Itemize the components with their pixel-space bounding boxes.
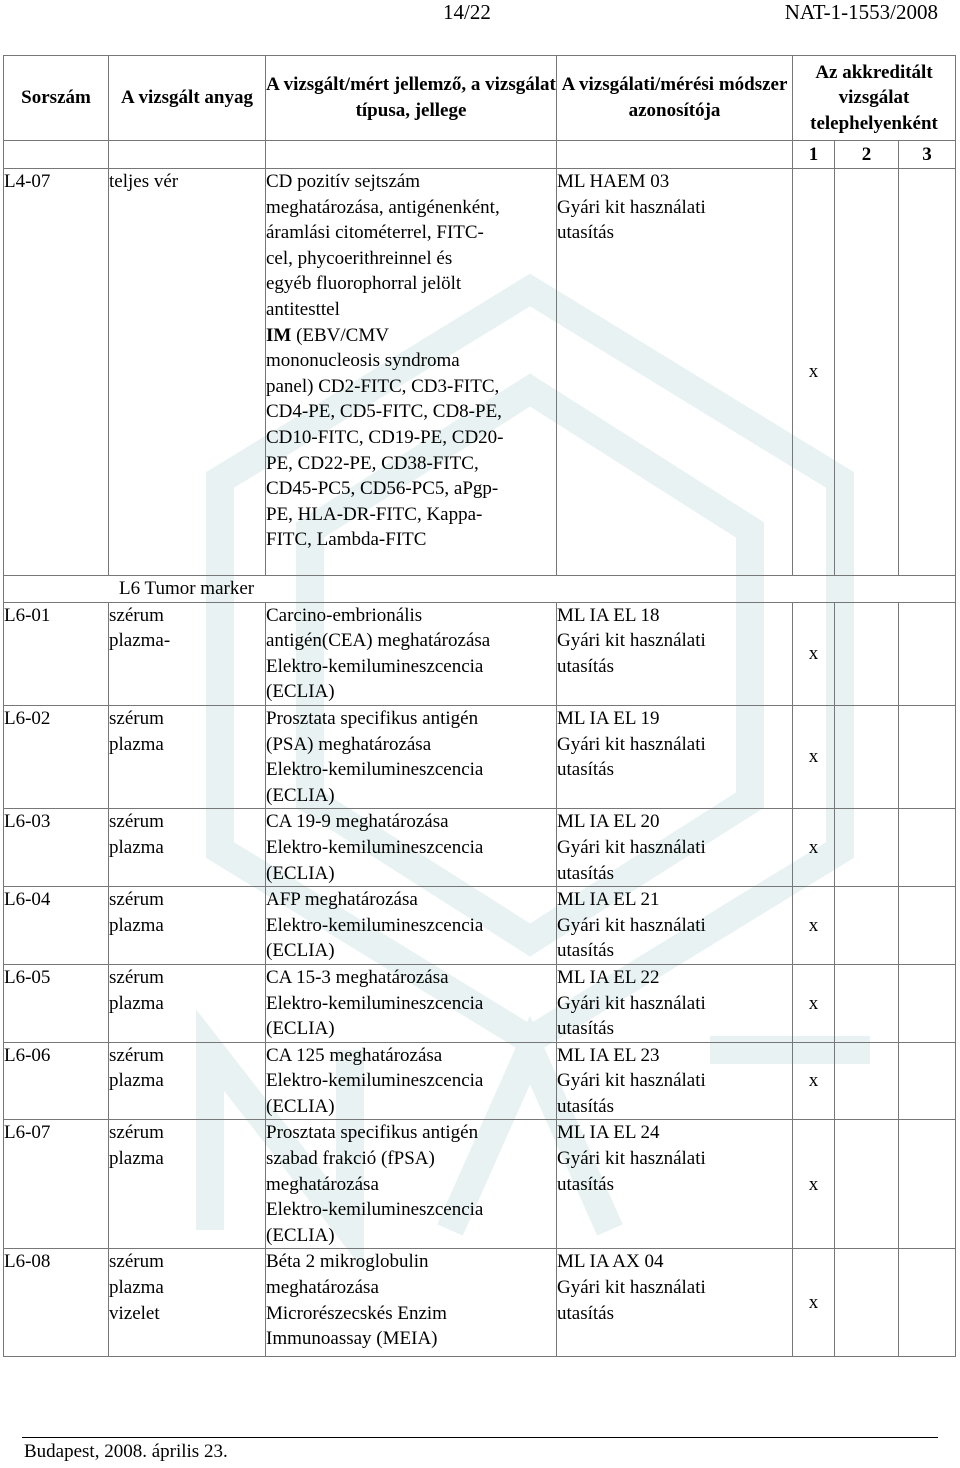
row-method — [557, 1120, 793, 1249]
text-line: szérum — [109, 889, 164, 911]
im-label: IM — [266, 324, 292, 346]
site-1-mark: x — [808, 1173, 819, 1195]
site-2-cell — [835, 1249, 899, 1357]
text-line: antitesttel — [266, 298, 340, 320]
row-id — [4, 1042, 109, 1120]
text-line: Elektro-kemilumineszcencia — [266, 992, 484, 1014]
text-line: plazma — [109, 914, 164, 936]
text-line: plazma — [109, 836, 164, 858]
row-id-text: L6-07 — [4, 1122, 51, 1144]
site-1-mark: x — [808, 1292, 819, 1314]
text-line: panel) CD2-FITC, CD3-FITC, — [266, 375, 500, 397]
row-id-text: L6-06 — [4, 1044, 51, 1066]
site-3-cell — [899, 887, 956, 965]
site-3-cell — [899, 1042, 956, 1120]
text-line: Elektro-kemilumineszcencia — [266, 836, 484, 858]
table-row — [4, 809, 956, 887]
row-id-text: L6-02 — [4, 707, 51, 729]
text-line: FITC, Lambda-FITC — [266, 529, 427, 551]
row-id — [4, 887, 109, 965]
text-line: szabad frakció (fPSA) — [266, 1148, 435, 1170]
text-line: szérum — [109, 1122, 164, 1144]
row-method — [557, 1042, 793, 1120]
text-line: plazma- — [109, 630, 171, 652]
row-material — [109, 809, 266, 887]
text-line: PE, HLA-DR-FITC, Kappa- — [266, 503, 483, 525]
row-id — [4, 705, 109, 808]
row-method — [557, 602, 793, 705]
text-line: áramlási citométerrel, FITC- — [266, 222, 484, 244]
text-line: utasítás — [557, 1173, 614, 1195]
text-line: meghatározása — [266, 1173, 379, 1195]
text-line: utasítás — [557, 222, 614, 244]
site-3-cell — [899, 705, 956, 808]
section-title: L6 Tumor marker — [4, 576, 956, 603]
text-line: Béta 2 mikroglobulin — [266, 1251, 429, 1273]
text-line: Prosztata specifikus antigén — [266, 1122, 479, 1144]
text-line: ML IA EL 23 — [557, 1044, 660, 1066]
text-line: utasítás — [557, 1018, 614, 1040]
text-line: Gyári kit használati — [557, 914, 706, 936]
table-row — [4, 887, 956, 965]
row-id-text: L6-04 — [4, 889, 51, 911]
text-line: CD10-FITC, CD19-PE, CD20- — [266, 426, 504, 448]
row-material — [109, 964, 266, 1042]
row-method — [557, 169, 793, 576]
text-line: egyéb fluorophorral jelölt — [266, 273, 462, 295]
site-2-cell — [835, 964, 899, 1042]
row-id — [4, 602, 109, 705]
row-property — [266, 809, 557, 887]
text-line: (ECLIA) — [266, 1095, 335, 1117]
text-line: Prosztata specifikus antigén — [266, 707, 479, 729]
text-line: teljes vér — [109, 171, 179, 192]
site-3-cell — [899, 1249, 956, 1357]
row-property — [266, 887, 557, 965]
text-line: antigén(CEA) meghatározása — [266, 630, 491, 652]
row-id — [4, 1249, 109, 1357]
text-line: szérum — [109, 966, 164, 988]
table-row — [4, 169, 956, 576]
row-method — [557, 964, 793, 1042]
text-line: ML IA EL 22 — [557, 966, 660, 988]
text-line: utasítás — [557, 862, 614, 884]
text-line: szérum — [109, 604, 164, 626]
row-method — [557, 887, 793, 965]
col-header-property: A vizsgált/mért jellemző, a vizsgálat típusa, jellege — [266, 56, 557, 141]
text-line: CA 19-9 meghatározása — [266, 811, 449, 833]
text-line: ML IA EL 21 — [557, 889, 660, 911]
text-line: ML IA AX 04 — [557, 1251, 664, 1273]
text-line: Gyári kit használati — [557, 196, 706, 218]
site-1-cell — [793, 964, 835, 1042]
text-line: vizelet — [109, 1302, 160, 1324]
text-line: szérum — [109, 707, 164, 729]
row-id-text: L6-08 — [4, 1251, 51, 1273]
text-line: Gyári kit használati — [557, 733, 706, 755]
row-material — [109, 169, 266, 576]
text-line: plazma — [109, 1277, 164, 1299]
col-header-method: A vizsgálati/mérési módszer azonosítója — [557, 56, 793, 141]
table-row — [4, 1042, 956, 1120]
text-line: Elektro-kemilumineszcencia — [266, 1199, 484, 1221]
text-line: utasítás — [557, 655, 614, 677]
text-line: plazma — [109, 1148, 164, 1170]
site-2-cell — [835, 1042, 899, 1120]
text-line: (ECLIA) — [266, 940, 335, 962]
table-row — [4, 1249, 956, 1357]
site-number-2: 2 — [835, 141, 899, 169]
site-1-mark: x — [808, 361, 819, 383]
text-line: plazma — [109, 733, 164, 755]
row-method — [557, 809, 793, 887]
row-material — [109, 1249, 266, 1357]
site-1-mark: x — [808, 836, 819, 858]
row-property — [266, 964, 557, 1042]
text-line: plazma — [109, 992, 164, 1014]
l6-section — [4, 576, 956, 1357]
text-line: cel, phycoerithreinnel és — [266, 247, 453, 269]
text-line: (ECLIA) — [266, 681, 335, 703]
text-line: PE, CD22-PE, CD38-FITC, — [266, 452, 479, 474]
im-panel-text — [266, 323, 556, 349]
row-property — [266, 1249, 557, 1357]
site-1-mark: x — [808, 914, 819, 936]
row-property — [266, 1042, 557, 1120]
footer-divider — [22, 1437, 938, 1438]
text-line: ML IA EL 19 — [557, 707, 660, 729]
row-material — [109, 602, 266, 705]
row-id-text: L6-05 — [4, 966, 51, 988]
site-1-mark: x — [808, 992, 819, 1014]
text-line: utasítás — [557, 759, 614, 781]
text-line: ML HAEM 03 — [557, 171, 670, 192]
site-1-cell — [793, 887, 835, 965]
row-material — [109, 887, 266, 965]
site-1-mark: x — [808, 642, 819, 664]
text-line: CA 15-3 meghatározása — [266, 966, 449, 988]
row-material — [109, 1042, 266, 1120]
row-id — [4, 809, 109, 887]
table-row — [4, 1120, 956, 1249]
text-line: Immunoassay (MEIA) — [266, 1328, 438, 1350]
table-row — [4, 964, 956, 1042]
text-line: Gyári kit használati — [557, 1070, 706, 1092]
site-3-cell — [899, 169, 956, 576]
text-line: plazma — [109, 1070, 164, 1092]
site-1-cell — [793, 602, 835, 705]
row-method — [557, 705, 793, 808]
text-line: CD45-PC5, CD56-PC5, aPgp- — [266, 478, 499, 500]
text-line: Elektro-kemilumineszcencia — [266, 655, 484, 677]
site-3-cell — [899, 602, 956, 705]
table-row — [4, 705, 956, 808]
site-1-cell — [793, 1249, 835, 1357]
text-line: ML IA EL 20 — [557, 811, 660, 833]
text-line: utasítás — [557, 940, 614, 962]
row-id-text: L4-07 — [4, 171, 51, 192]
site-2-cell — [835, 602, 899, 705]
row-property — [266, 169, 557, 576]
row-property — [266, 705, 557, 808]
text-line: utasítás — [557, 1095, 614, 1117]
text-line: CD4-PE, CD5-FITC, CD8-PE, — [266, 401, 502, 423]
text-line: Elektro-kemilumineszcencia — [266, 759, 484, 781]
text-line: Gyári kit használati — [557, 992, 706, 1014]
l4-section — [4, 169, 956, 576]
row-id-text: L6-01 — [4, 604, 51, 626]
text-line: AFP meghatározása — [266, 889, 418, 911]
text-line: meghatározása — [266, 1277, 379, 1299]
text-line: (ECLIA) — [266, 1018, 335, 1040]
site-2-cell — [835, 1120, 899, 1249]
text-line: ML IA EL 18 — [557, 604, 660, 626]
col-header-sites: Az akkreditált vizsgálat telephelyenként — [793, 56, 956, 141]
site-1-cell — [793, 1120, 835, 1249]
site-1-mark: x — [808, 746, 819, 768]
text-line: Elektro-kemilumineszcencia — [266, 1070, 484, 1092]
text-line: Gyári kit használati — [557, 630, 706, 652]
site-2-cell — [835, 887, 899, 965]
text-line: szérum — [109, 811, 164, 833]
text-line: ML IA EL 24 — [557, 1122, 660, 1144]
text-line: meghatározása, antigénenként, — [266, 196, 500, 218]
site-3-cell — [899, 1120, 956, 1249]
row-property — [266, 602, 557, 705]
section-row — [4, 576, 956, 603]
text-line: Gyári kit használati — [557, 836, 706, 858]
site-2-cell — [835, 705, 899, 808]
site-1-cell — [793, 1042, 835, 1120]
col-header-id: Sorszám — [4, 56, 109, 141]
site-1-cell — [793, 809, 835, 887]
text-line: Elektro-kemilumineszcencia — [266, 914, 484, 936]
site-number-3: 3 — [899, 141, 956, 169]
site-3-cell — [899, 809, 956, 887]
document-id: NAT-1-1553/2008 — [784, 0, 938, 24]
site-number-1: 1 — [793, 141, 835, 169]
text-line: CA 125 meghatározása — [266, 1044, 443, 1066]
text-line: CD pozitív sejtszám — [266, 171, 421, 192]
text-line: (PSA) meghatározása — [266, 733, 432, 755]
row-id — [4, 169, 109, 576]
site-2-cell — [835, 809, 899, 887]
row-id — [4, 964, 109, 1042]
row-material — [109, 1120, 266, 1249]
row-method — [557, 1249, 793, 1357]
text-line: (EBV/CMV — [291, 324, 389, 346]
text-line: (ECLIA) — [266, 784, 335, 806]
col-header-material: A vizsgált anyag — [109, 56, 266, 141]
table-row — [4, 602, 956, 705]
header-spacer — [4, 141, 109, 169]
footer-place-date: Budapest, 2008. április 23. — [24, 1441, 228, 1462]
text-line: (ECLIA) — [266, 1224, 335, 1246]
text-line: utasítás — [557, 1302, 614, 1324]
site-1-cell — [793, 169, 835, 576]
row-material — [109, 705, 266, 808]
text-line: szérum — [109, 1044, 164, 1066]
text-line: Carcino-embrionális — [266, 604, 423, 626]
row-id-text: L6-03 — [4, 811, 51, 833]
page-number: 14/22 — [443, 0, 491, 24]
row-property — [266, 1120, 557, 1249]
text-line: Microrészecskés Enzim — [266, 1302, 447, 1324]
site-1-mark: x — [808, 1070, 819, 1092]
text-line: szérum — [109, 1251, 164, 1273]
row-id — [4, 1120, 109, 1249]
site-1-cell — [793, 705, 835, 808]
text-line: Gyári kit használati — [557, 1148, 706, 1170]
accreditation-table — [3, 55, 956, 1357]
text-line: (ECLIA) — [266, 862, 335, 884]
text-line: Gyári kit használati — [557, 1277, 706, 1299]
site-3-cell — [899, 964, 956, 1042]
site-2-cell — [835, 169, 899, 576]
text-line: mononucleosis syndroma — [266, 350, 460, 372]
